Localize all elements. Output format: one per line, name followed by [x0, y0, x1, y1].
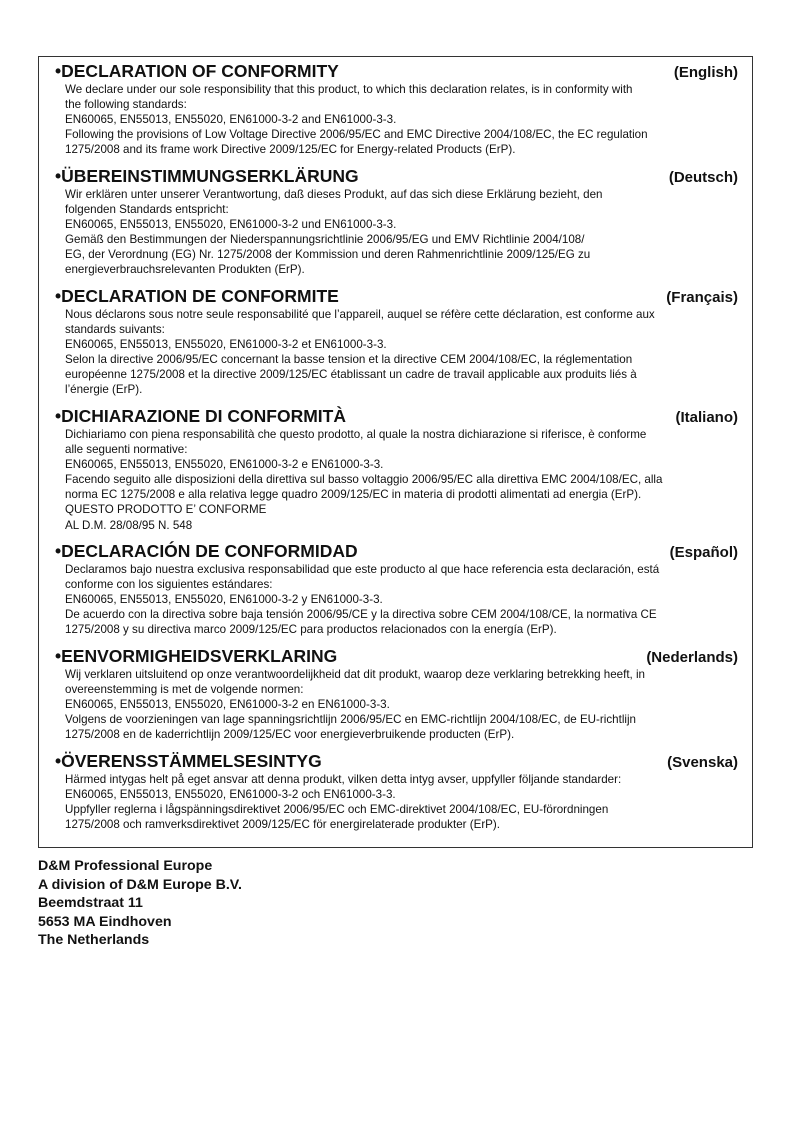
declaration-language: (Deutsch)	[668, 169, 738, 186]
declaration-english	[55, 60, 738, 157]
text-line: Facendo seguito alle disposizioni della direttiva sul basso voltaggio 2006/95/EC alla direttiva EMC 2004/108/EC, alla	[65, 473, 663, 487]
declarations-box	[38, 56, 753, 848]
declaration-text	[55, 187, 738, 278]
declaration-italiano	[55, 405, 738, 533]
text-line: EN60065, EN55013, EN55020, EN61000-3-2 et EN61000-3-3.	[65, 338, 387, 352]
declaration-text	[55, 82, 738, 157]
address-country: The Netherlands	[38, 932, 150, 949]
declaration-title: •ÖVERENSSTÄMMELSESINTYG	[55, 751, 322, 771]
declaration-title: •DECLARATION DE CONFORMITE	[55, 286, 339, 306]
text-line: EN60065, EN55013, EN55020, EN61000-3-2 and EN61000-3-3.	[65, 113, 397, 127]
declaration-title: •DECLARATION OF CONFORMITY	[55, 61, 339, 81]
declaration-espanol	[55, 540, 738, 637]
text-line: norma EC 1275/2008 e alla relativa legge quadro 2009/125/EC in materia di prodotti alimentati ad energia (ErP).	[65, 488, 642, 502]
text-line: standards suivants:	[65, 323, 165, 337]
text-line: We declare under our sole responsibility that this product, to which this declaration relates, is in conformity with	[65, 83, 633, 96]
text-line: Following the provisions of Low Voltage Directive 2006/95/EC and EMC Directive 2004/108/EC, the EC regulation	[65, 128, 648, 142]
text-line: De acuerdo con la directiva sobre baja tensión 2006/95/CE y la directiva sobre CEM 2004/108/CE, la normativa CE	[65, 608, 657, 622]
text-line: Selon la directive 2006/95/EC concernant la basse tension et la directive CEM 2004/108/EC, la réglementation	[65, 353, 633, 367]
declaration-deutsch	[55, 165, 738, 278]
company-division: A division of D&M Europe B.V.	[38, 876, 242, 893]
text-line: Dichiariamo con piena responsabilità che questo prodotto, al quale la nostra dichiarazione si riferisce, è conforme	[65, 428, 647, 441]
text-line: 1275/2008 and its frame work Directive 2009/125/EC for Energy-related Products (ErP).	[65, 143, 516, 157]
text-line: energieverbrauchsrelevanten Produkten (ErP).	[65, 263, 305, 277]
company-address	[38, 857, 242, 950]
address-street: Beemdstraat 11	[38, 895, 143, 912]
declaration-title: •DECLARACIÓN DE CONFORMIDAD	[55, 541, 358, 561]
text-line: alle seguenti normative:	[65, 443, 188, 457]
declaration-title: •ÜBEREINSTIMMUNGSERKLÄRUNG	[55, 166, 359, 186]
declaration-text	[55, 772, 738, 832]
text-line: Nous déclarons sous notre seule responsabilité que l’appareil, auquel se réfère cette déclaration, est conforme aux	[65, 308, 655, 321]
text-line: Wij verklaren uitsluitend op onze verantwoordelijkheid dat dit produkt, waarop deze verklaring betrekking heeft, in	[65, 668, 646, 681]
text-line: Volgens de voorzieningen van lage spanningsrichtlijn 2006/95/EC en EMC-richtlijn 2004/108/EC, de EU-richtlijn	[65, 713, 636, 727]
declaration-text	[55, 562, 738, 637]
declaration-text	[55, 427, 738, 533]
text-line: EN60065, EN55013, EN55020, EN61000-3-2 und EN61000-3-3.	[65, 218, 397, 232]
declaration-text	[55, 667, 738, 742]
text-line: the following standards:	[65, 98, 187, 112]
declaration-title: •EENVORMIGHEIDSVERKLARING	[55, 646, 338, 666]
declaration-language: (Français)	[666, 289, 738, 306]
text-line: conforme con los siguientes estándares:	[65, 578, 273, 592]
text-line: AL D.M. 28/08/95 N. 548	[65, 518, 193, 532]
text-line: Härmed intygas helt på eget ansvar att denna produkt, vilken detta intyg avser, uppfyller följande standarder:	[65, 773, 622, 786]
declaration-francais	[55, 285, 738, 398]
declaration-language: (Svenska)	[667, 754, 738, 771]
text-line: 1275/2008 y su directiva marco 2009/125/EC para productos relacionados con la energía (ErP).	[65, 623, 557, 637]
declaration-language: (English)	[673, 64, 738, 81]
text-line: européenne 1275/2008 et la directive 2009/125/EC établissant un cadre de travail applicable aux produits liés à	[65, 368, 637, 382]
text-line: Gemäß den Bestimmungen der Niederspannungsrichtlinie 2006/95/EG und EMV Richtlinie 2004/108/	[65, 233, 585, 247]
declaration-language: (Español)	[669, 544, 738, 561]
declaration-svenska	[55, 750, 738, 832]
text-line: 1275/2008 en de kaderrichtlijn 2009/125/EC voor energieverbruikende producten (ErP).	[65, 728, 515, 742]
declaration-text	[55, 307, 738, 398]
text-line: l’énergie (ErP).	[65, 383, 143, 397]
address-postal-city: 5653 MA Eindhoven	[38, 913, 172, 930]
declaration-language: (Nederlands)	[646, 649, 738, 666]
declaration-nederlands	[55, 645, 738, 742]
text-line: Declaramos bajo nuestra exclusiva responsabilidad que este producto al que hace referencia esta declaración, está	[65, 563, 660, 576]
text-line: Wir erklären unter unserer Verantwortung, daß dieses Produkt, auf das sich diese Erklärung bezieht, den	[65, 188, 603, 201]
text-line: 1275/2008 och ramverksdirektivet 2009/125/EC för energirelaterade produkter (ErP).	[65, 818, 500, 832]
text-line: Uppfyller reglerna i lågspänningsdirektivet 2006/95/EC och EMC-direktivet 2004/108/EC, EU-förordningen	[65, 803, 609, 817]
company-name: D&M Professional Europe	[38, 858, 213, 874]
declaration-title: •DICHIARAZIONE DI CONFORMITÀ	[55, 406, 346, 426]
text-line: overeenstemming is met de volgende normen:	[65, 683, 304, 697]
text-line: folgenden Standards entspricht:	[65, 203, 229, 217]
text-line: QUESTO PRODOTTO E’ CONFORME	[65, 503, 267, 517]
text-line: EN60065, EN55013, EN55020, EN61000-3-2 och EN61000-3-3.	[65, 788, 396, 802]
text-line: EG, der Verordnung (EG) Nr. 1275/2008 der Kommission und deren Rahmenrichtlinie 2009/125/EG zu	[65, 248, 591, 262]
text-line: EN60065, EN55013, EN55020, EN61000-3-2 e EN61000-3-3.	[65, 458, 384, 472]
text-line: EN60065, EN55013, EN55020, EN61000-3-2 y EN61000-3-3.	[65, 593, 383, 607]
text-line: EN60065, EN55013, EN55020, EN61000-3-2 en EN61000-3-3.	[65, 698, 390, 712]
declaration-language: (Italiano)	[675, 409, 738, 426]
